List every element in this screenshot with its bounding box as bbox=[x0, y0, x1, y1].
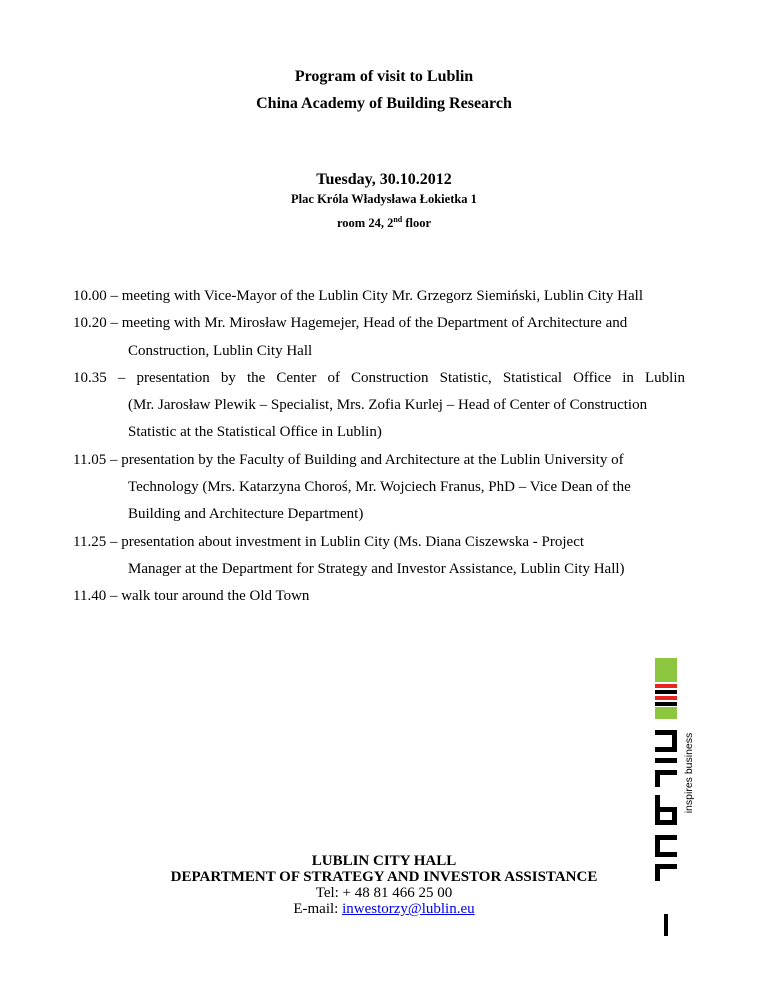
logo-bar-green bbox=[655, 658, 677, 670]
contact-footer bbox=[0, 853, 768, 917]
agenda-line: (Mr. Jarosław Plewik – Specialist, Mrs. Zofia Kurlej – Head of Center of Construction bbox=[128, 397, 648, 414]
agenda-line: 10.20 – meeting with Mr. Mirosław Hagemejer, Head of the Department of Architecture and bbox=[73, 315, 628, 332]
logo-letter-i bbox=[655, 758, 677, 763]
logo-letter-l bbox=[655, 770, 677, 787]
visit-date: Tuesday, 30.10.2012 bbox=[316, 171, 452, 188]
room-ordinal: nd bbox=[393, 215, 403, 224]
logo-bar-red bbox=[655, 696, 677, 700]
logo-bar-black bbox=[655, 702, 677, 706]
logo-bar-black bbox=[655, 690, 677, 694]
email-link[interactable]: inwestorzy@lublin.eu bbox=[342, 901, 475, 917]
agenda-line: Manager at the Department for Strategy and Investor Assistance, Lublin City Hall) bbox=[128, 560, 625, 577]
agenda-line: 11.05 – presentation by the Faculty of Building and Architecture at the Lublin University of bbox=[73, 451, 624, 468]
footer-email-row bbox=[0, 901, 768, 917]
agenda-line: 10.00 – meeting with Vice-Mayor of the Lublin City Mr. Grzegorz Siemiński, Lublin City Hall bbox=[73, 288, 643, 304]
footer-phone: Tel: + 48 81 466 25 00 bbox=[315, 885, 453, 901]
logo-bar-red bbox=[655, 684, 677, 688]
agenda-line: 11.25 – presentation about investment in Lublin City (Ms. Diana Ciszewska - Project bbox=[73, 533, 585, 550]
visit-room bbox=[0, 216, 768, 231]
agenda-list bbox=[73, 283, 685, 611]
agenda-line: Construction, Lublin City Hall bbox=[128, 342, 313, 359]
document-subtitle: China Academy of Building Research bbox=[256, 95, 512, 112]
agenda-line: Building and Architecture Department) bbox=[128, 506, 364, 523]
logo-tagline: inspires business bbox=[683, 732, 695, 814]
document-title: Program of visit to Lublin bbox=[294, 68, 474, 85]
footer-email-label: E-mail: bbox=[293, 901, 343, 917]
logo-bar-green bbox=[655, 707, 677, 719]
logo-bar-green bbox=[655, 670, 677, 682]
footer-department: DEPARTMENT OF STRATEGY AND INVESTOR ASSISTANCE bbox=[170, 869, 598, 885]
agenda-line: 10.35 – presentation by the Center of Construction Statistic, Statistical Office in Lublin bbox=[73, 369, 685, 386]
agenda-line: 11.40 – walk tour around the Old Town bbox=[73, 588, 310, 605]
room-suffix: floor bbox=[402, 216, 432, 230]
footer-organization: LUBLIN CITY HALL bbox=[311, 853, 457, 869]
visit-address: Plac Króla Władysława Łokietka 1 bbox=[291, 192, 477, 206]
agenda-line: Statistic at the Statistical Office in Lublin) bbox=[128, 424, 382, 441]
logo-dash bbox=[664, 914, 668, 936]
room-prefix: room 24, 2 bbox=[336, 216, 394, 230]
logo-letter-b bbox=[655, 795, 677, 825]
agenda-line: Technology (Mrs. Katarzyna Choroś, Mr. Wojciech Franus, PhD – Vice Dean of the bbox=[128, 479, 631, 496]
logo-letter-n bbox=[655, 730, 677, 752]
